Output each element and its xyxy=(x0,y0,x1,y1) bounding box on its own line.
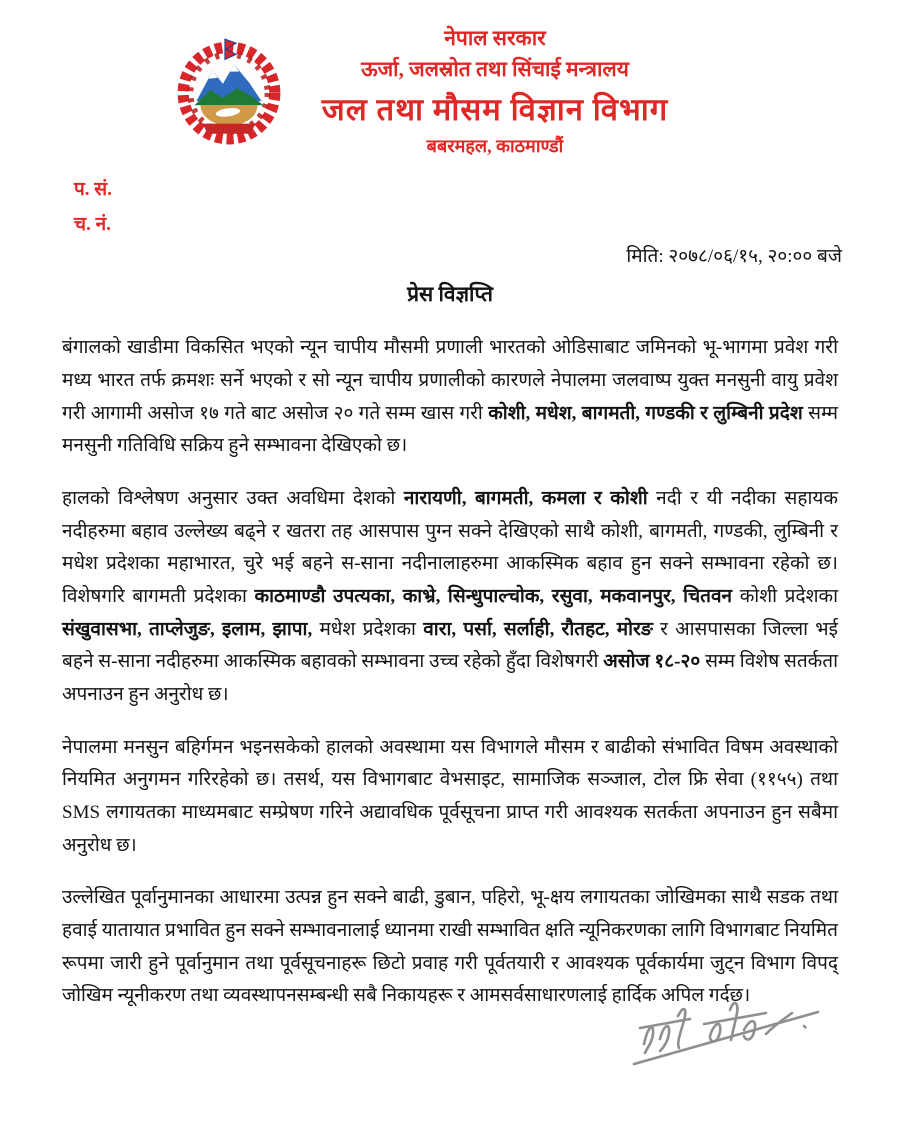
handwritten-signature xyxy=(622,982,836,1074)
paragraph-segment: र आसपासका जिल्ला भई बहने स-साना नदीहरुमा आकस्मिक बहावको सम्भावना उच्च रहेको हुँदा विशेषगरी xyxy=(62,618,838,673)
dispatch-number-label: च. नं. xyxy=(74,214,111,236)
date-line: मिति: २०७८/०६/१५, २०:०० बजे xyxy=(626,246,842,268)
nepal-government-emblem-icon xyxy=(172,36,286,146)
paragraph-bold-segment: कोशी, मधेश, बागमती, गण्डकी र लुम्बिनी प्रदेश xyxy=(488,402,803,424)
paragraph-bold-segment: असोज १८-२० xyxy=(603,651,701,673)
paragraph-segment: सम्म विशेष सतर्कता अपनाउन हुन अनुरोध छ। xyxy=(62,651,839,705)
letterhead-text xyxy=(322,24,669,158)
letter-number-label: प. सं. xyxy=(74,179,112,200)
paragraph-segment: नेपालमा मनसुन बहिर्गमन भइनसकेको हालको अवस्थामा यस विभागले मौसम र बाढीको संभावित विषम अवस्थाको नियमित अनुगमन गरिरहेको छ। तसर्थ, यस विभागबाट वेभसाइट, सामाजिक सञ्जाल, टोल फ्रि सेवा (११५५) तथा SMS लगायतका माध्यमबाट सम्प्रेषण गरिने अद्यावधिक पूर्वसूचना प्राप्त गरी आवश्यक सतर्कता अपनाउन हुन सबैमा अनुरोध छ। xyxy=(62,736,838,856)
paragraph-bold-segment: वारा, पर्सा, सर्लाही, रौतहट, मोरङ xyxy=(423,618,653,640)
government-name: नेपाल सरकार xyxy=(444,26,546,50)
paragraph-segment: हालको विश्लेषण अनुसार उक्त अवधिमा देशको xyxy=(62,487,404,509)
paragraph-segment: उल्लेखित पूर्वानुमानका आधारमा उत्पन्न हुन सक्ने बाढी, डुबान, पहिरो, भू-क्षय लगायतका जोखिमका साथै सडक तथा हवाई यातायात प्रभावित हुन सक्ने सम्भावनालाई ध्यानमा राखी सम्भावित क्षति न्यूनिकरणका लागि विभागबाट नियमित रूपमा जारी हुने पूर्वानुमान तथा पूर्वसूचनाहरू छिटो प्रवाह गरी पूर्वतयारी र आवश्यक पूर्वकार्यमा जुट्न विभाग विपद् जोखिम न्यूनीकरण तथा व्यवस्थापनसम्बन्धी सबै निकायहरू र आमसर्वसाधारणलाई हार्दिक अपिल गर्दछ। xyxy=(62,887,838,1007)
body-paragraphs xyxy=(62,332,838,1013)
department-name: जल तथा मौसम विज्ञान विभाग xyxy=(321,92,669,127)
document-title: प्रेस विज्ञप्ति xyxy=(407,282,493,307)
reference-block xyxy=(74,172,900,242)
paragraph-segment: नदी र यी नदीका सहायक नदीहरुमा बहाव उल्लेख्य बढ्ने र खतरा तह आसपास पुग्न सक्ने देखिएको साथै कोशी, बागमती, गण्डकी, लुम्बिनी र मधेश प्रदेशका महाभारत, चुरे भई बहने स-साना नदीनालाहरुमा आकस्मिक बहाव हुन सक्ने सम्भावना रहेको छ। विशेषगरि बागमती प्रदेशका xyxy=(62,487,838,607)
department-address: बबरमहल, काठमाण्डौं xyxy=(426,136,564,156)
paragraph xyxy=(62,732,838,863)
letterhead xyxy=(0,0,900,158)
paragraph xyxy=(62,483,838,712)
paragraph xyxy=(62,332,838,463)
ministry-name: ऊर्जा, जलस्रोत तथा सिंचाई मन्त्रालय xyxy=(361,57,629,81)
paragraph-segment: मधेश प्रदेशका xyxy=(312,618,424,640)
paragraph-bold-segment: संखुवासभा, ताप्लेजुङ, इलाम, झापा, xyxy=(62,618,313,640)
paragraph-bold-segment: नारायणी, बागमती, कमला र कोशी xyxy=(403,487,648,509)
paragraph-segment: कोशी प्रदेशका xyxy=(732,585,839,607)
paragraph-segment: बंगालको खाडीमा विकसित भएको न्यून चापीय मौसमी प्रणाली भारतको ओडिसाबाट जमिनको भू-भागमा प्रवेश गरी मध्य भारत तर्फ क्रमशः सर्ने भएको र सो न्यून चापीय प्रणालीको कारणले नेपालमा जलवाष्प युक्त मनसुनी वायु प्रवेश गरी आगामी असोज १७ गते बाट असोज २० गते सम्म खास गरी xyxy=(62,337,838,424)
paragraph-bold-segment: काठमाण्डौ उपत्यका, काभ्रे, सिन्धुपाल्चोक, रसुवा, मकवानपुर, चितवन xyxy=(254,585,733,607)
paragraph-segment: सम्म मनसुनी गतिविधि सक्रिय हुने सम्भावना देखिएको छ। xyxy=(62,402,839,457)
